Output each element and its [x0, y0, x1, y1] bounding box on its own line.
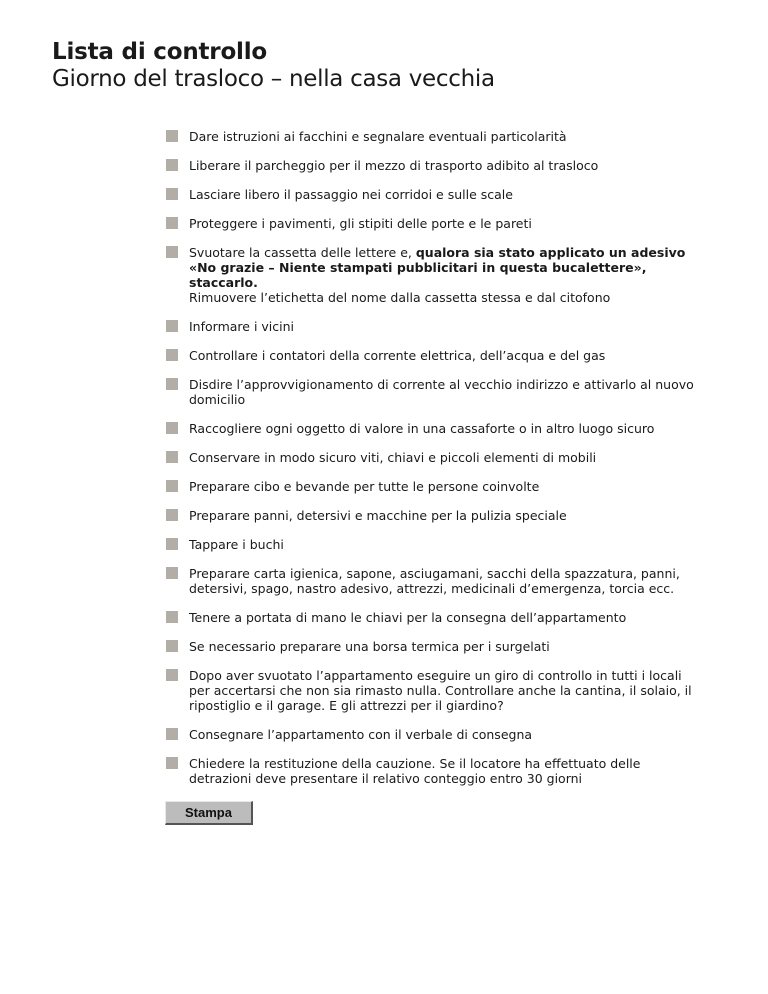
checklist-item[interactable]	[166, 479, 706, 494]
checkbox[interactable]	[166, 159, 178, 171]
checklist-item-text: Proteggere i pavimenti, gli stipiti delle porte e le pareti	[189, 216, 532, 231]
checklist-item[interactable]	[166, 508, 706, 523]
checklist-item-text: Informare i vicini	[189, 319, 294, 334]
checklist-item[interactable]	[166, 727, 706, 742]
checklist-item[interactable]	[166, 245, 706, 305]
checkbox[interactable]	[166, 349, 178, 361]
checklist-item[interactable]	[166, 756, 706, 786]
print-button[interactable]: Stampa	[165, 801, 253, 825]
checklist-item[interactable]	[166, 450, 706, 465]
checklist-item[interactable]	[166, 377, 706, 407]
checklist-item-text: Dopo aver svuotato l’appartamento eseguire un giro di controllo in tutti i locali per accertarsi che non sia rimasto nulla. Controllare anche la cantina, il solaio, il ripostiglio e il garage. E gli attrezzi per il giardino?	[189, 668, 692, 713]
checklist-item-text: Tappare i buchi	[189, 537, 284, 552]
checkbox[interactable]	[166, 611, 178, 623]
checklist-item-text: Svuotare la cassetta delle lettere e,	[189, 245, 416, 260]
checkbox[interactable]	[166, 480, 178, 492]
checkbox[interactable]	[166, 451, 178, 463]
checklist-item-text-bold: qualora sia stato applicato un adesivo «No grazie – Niente stampati pubblicitari in questa bucalettere», staccarlo.	[189, 245, 686, 290]
checklist-item[interactable]	[166, 421, 706, 436]
checklist-item-text: Disdire l’approvvigionamento di corrente al vecchio indirizzo e attivarlo al nuovo domicilio	[189, 377, 694, 407]
checkbox[interactable]	[166, 669, 178, 681]
checkbox[interactable]	[166, 538, 178, 550]
checkbox[interactable]	[166, 130, 178, 142]
checklist-item[interactable]	[166, 668, 706, 713]
checklist-item[interactable]	[166, 566, 706, 596]
checklist-item-text: Chiedere la restituzione della cauzione. Se il locatore ha effettuato delle detrazioni deve presentare il relativo conteggio entro 30 giorni	[189, 756, 641, 786]
checkbox[interactable]	[166, 422, 178, 434]
checklist-item[interactable]	[166, 639, 706, 654]
checklist-item[interactable]	[166, 158, 706, 173]
checklist-item-text: Se necessario preparare una borsa termica per i surgelati	[189, 639, 550, 654]
checklist-item-text: Dare istruzioni ai facchini e segnalare eventuali particolarità	[189, 129, 567, 144]
page-subtitle: Giorno del trasloco – nella casa vecchia	[52, 66, 495, 92]
page-header	[52, 39, 732, 93]
checkbox[interactable]	[166, 378, 178, 390]
checklist-item[interactable]	[166, 348, 706, 363]
checkbox[interactable]	[166, 217, 178, 229]
checklist-item[interactable]	[166, 129, 706, 144]
checklist-item-text: Preparare carta igienica, sapone, asciugamani, sacchi della spazzatura, panni, detersivi, spago, nastro adesivo, attrezzi, medicinali d’emergenza, torcia ecc.	[189, 566, 680, 596]
checklist-item[interactable]	[166, 216, 706, 231]
checklist-item-text: Consegnare l’appartamento con il verbale di consegna	[189, 727, 533, 742]
checklist-item[interactable]	[166, 537, 706, 552]
checklist-item-text: Rimuovere l’etichetta del nome dalla cassetta stessa e dal citofono	[189, 290, 611, 305]
checklist-item-text: Raccogliere ogni oggetto di valore in una cassaforte o in altro luogo sicuro	[189, 421, 655, 436]
checklist-item-text: Conservare in modo sicuro viti, chiavi e piccoli elementi di mobili	[189, 450, 597, 465]
checkbox[interactable]	[166, 509, 178, 521]
checklist-item-text: Lasciare libero il passaggio nei corridoi e sulle scale	[189, 187, 513, 202]
checklist-item[interactable]	[166, 319, 706, 334]
checkbox[interactable]	[166, 246, 178, 258]
checkbox[interactable]	[166, 188, 178, 200]
checkbox[interactable]	[166, 640, 178, 652]
checklist-item[interactable]	[166, 610, 706, 625]
checklist-item-text: Preparare panni, detersivi e macchine per la pulizia speciale	[189, 508, 567, 523]
checkbox[interactable]	[166, 320, 178, 332]
checkbox[interactable]	[166, 567, 178, 579]
checklist-item-text: Controllare i contatori della corrente elettrica, dell’acqua e del gas	[189, 348, 606, 363]
checklist-item-text: Liberare il parcheggio per il mezzo di trasporto adibito al trasloco	[189, 158, 599, 173]
checkbox[interactable]	[166, 757, 178, 769]
checkbox[interactable]	[166, 728, 178, 740]
checklist-item[interactable]	[166, 187, 706, 202]
page-title: Lista di controllo	[52, 39, 268, 65]
checklist-item-text: Preparare cibo e bevande per tutte le persone coinvolte	[189, 479, 540, 494]
checklist-item-text: Tenere a portata di mano le chiavi per la consegna dell’appartamento	[189, 610, 627, 625]
checklist	[166, 129, 706, 800]
